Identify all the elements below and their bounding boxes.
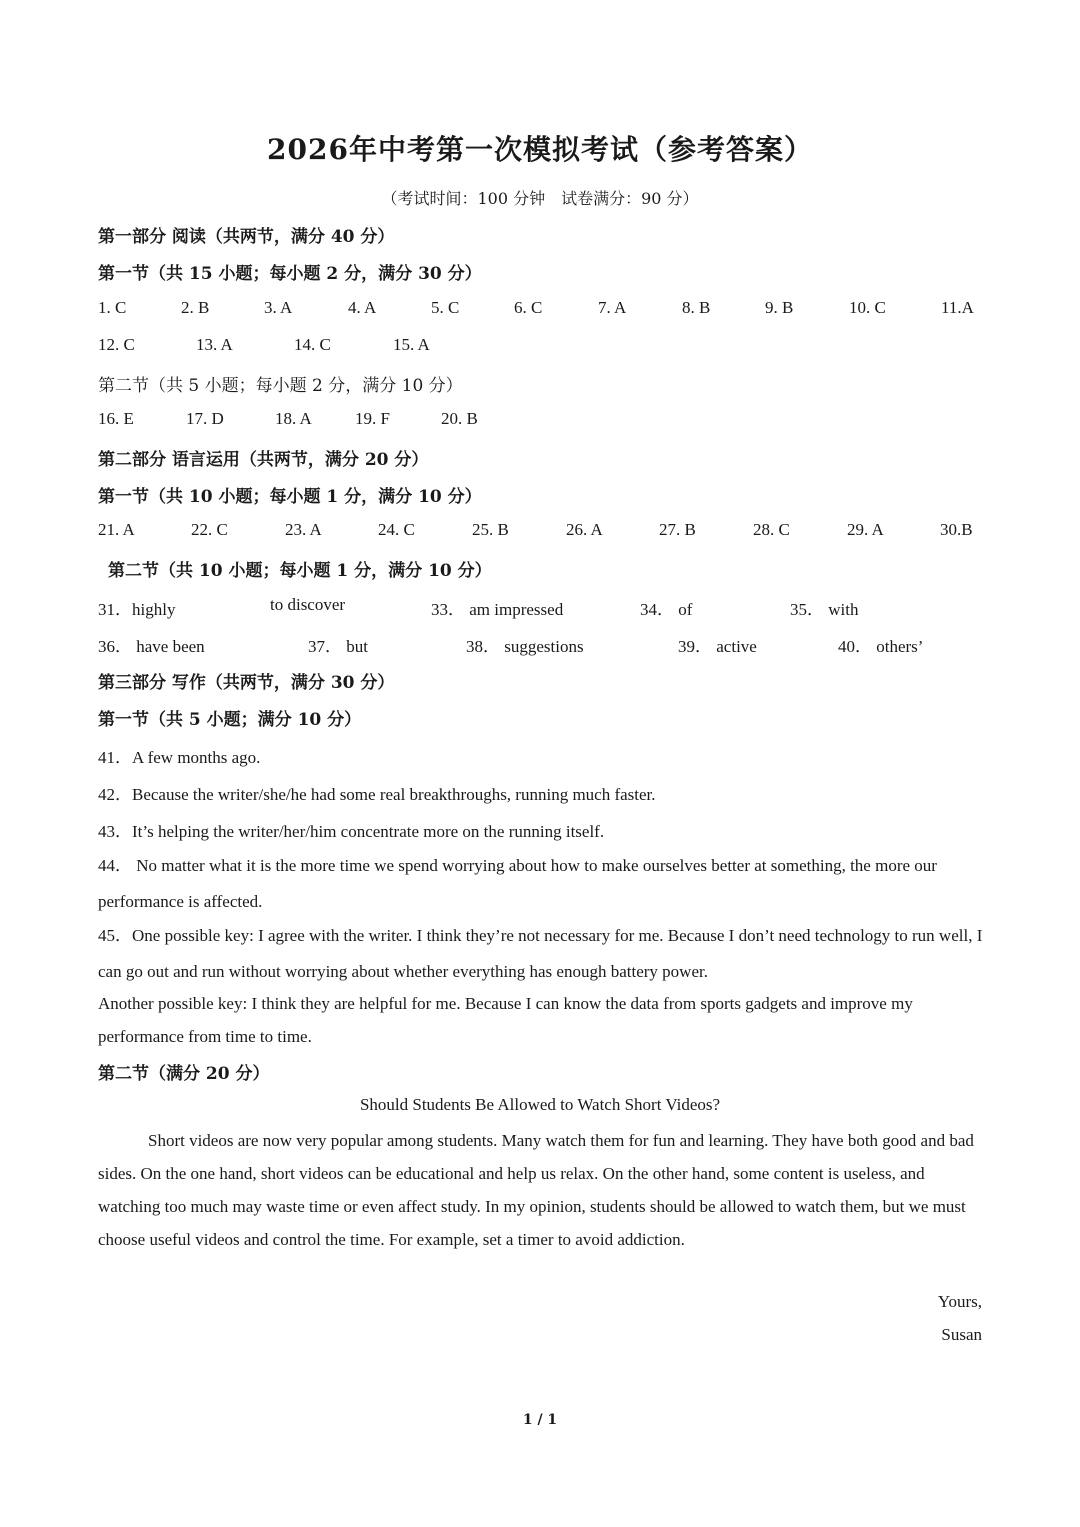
answer-item: 16. E	[98, 409, 134, 428]
essay-closing: Yours,	[937, 1292, 982, 1311]
answer-item: 18. A	[275, 409, 312, 428]
part3-heading: 第三部分 写作（共两节，满分 30 分）	[98, 673, 395, 693]
answer-item: 1. C	[98, 298, 127, 317]
answer-item: 7. A	[598, 298, 627, 317]
answer-item: 13. A	[196, 335, 233, 354]
answer-item: 26. A	[566, 520, 603, 539]
answer-item: 33． am impressed	[431, 600, 564, 619]
answer-item: 20. B	[441, 409, 478, 428]
part2-heading: 第二部分 语言运用（共两节，满分 20 分）	[98, 450, 429, 470]
answer-item: 23. A	[285, 520, 322, 539]
answer-item: 21. A	[98, 520, 135, 539]
answer-item: 9. B	[765, 298, 794, 317]
essay-signature: Susan	[941, 1325, 982, 1344]
answer-item: 39． active	[678, 637, 757, 656]
essay-title: Should Students Be Allowed to Watch Short Videos?	[359, 1095, 721, 1114]
essay-body: Short videos are now very popular among students. Many watch them for fun and learning. They have both good and bad sides. On the one hand, short videos can be educational and help us relax. On the other hand, some content is useless, and watching too much may waste time or even affect study. In my opinion, students should be allowed to watch them, but we must choose useful videos and control the time. For example, set a timer to avoid addiction.	[98, 1131, 974, 1249]
page-title: 2026年中考第一次模拟考试（参考答案）	[267, 133, 813, 166]
answer-item: 4. A	[348, 298, 377, 317]
answer-42: 42．Because the writer/she/he had some real breakthroughs, running much faster.	[98, 785, 656, 804]
answer-item: 10. C	[849, 298, 886, 317]
answer-item: 36． have been	[98, 637, 205, 656]
answer-item: 12. C	[98, 335, 135, 354]
answer-44: 44． No matter what it is the more time we spend worrying about how to make ourselves better at something, the more our performance is affected.	[98, 856, 937, 911]
answer-item: 25. B	[472, 520, 509, 539]
answer-item: 30.B	[940, 520, 973, 539]
answer-45-key2: Another possible key: I think they are helpful for me. Because I can know the data from sports gadgets and improve my performance from time to time.	[98, 994, 913, 1046]
answer-45-key1: 45．One possible key: I agree with the writer. I think they’re not necessary for me. Because I don’t need technology to run well, I can go out and run without worrying about whether everything has enough battery power.	[98, 926, 983, 981]
answer-item: 24. C	[378, 520, 415, 539]
answer-item: 35． with	[790, 600, 859, 619]
answer-item: 17. D	[186, 409, 224, 428]
answer-item: 2. B	[181, 298, 210, 317]
answer-43: 43．It’s helping the writer/her/him concentrate more on the running itself.	[98, 822, 605, 841]
part3-sec1-heading: 第一节（共 5 小题；满分 10 分）	[98, 710, 362, 730]
answer-item: 5. C	[431, 298, 460, 317]
answer-item: to discover	[270, 595, 346, 614]
part1-sec1-heading: 第一节（共 15 小题；每小题 2 分，满分 30 分）	[98, 264, 482, 284]
part3-sec2-heading: 第二节（满分 20 分）	[98, 1064, 270, 1084]
answer-item: 37． but	[308, 637, 368, 656]
answer-item: 14. C	[294, 335, 331, 354]
answer-item: 38． suggestions	[466, 637, 584, 656]
answer-item: 31．highly	[98, 600, 176, 619]
answer-item: 29. A	[847, 520, 884, 539]
answer-item: 40． others’	[838, 637, 924, 656]
answer-item: 22. C	[191, 520, 228, 539]
answer-item: 28. C	[753, 520, 790, 539]
exam-info: （考试时间：100 分钟 试卷满分：90 分）	[381, 189, 699, 208]
page-number: 1 / 1	[522, 1412, 558, 1428]
answer-item: 34． of	[640, 600, 693, 619]
answer-item: 27. B	[659, 520, 696, 539]
answer-item: 15. A	[393, 335, 430, 354]
answer-item: 11.A	[941, 298, 974, 317]
answer-item: 19. F	[355, 409, 390, 428]
answer-item: 6. C	[514, 298, 543, 317]
answer-41: 41．A few months ago.	[98, 748, 261, 767]
answer-item: 8. B	[682, 298, 711, 317]
answer-item: 3. A	[264, 298, 293, 317]
part1-sec2-heading: 第二节（共 5 小题；每小题 2 分，满分 10 分）	[98, 376, 463, 396]
part2-sec2-heading: 第二节（共 10 小题；每小题 1 分，满分 10 分）	[108, 561, 492, 581]
part1-heading: 第一部分 阅读（共两节，满分 40 分）	[98, 227, 395, 247]
part2-sec1-heading: 第一节（共 10 小题；每小题 1 分，满分 10 分）	[98, 487, 482, 507]
